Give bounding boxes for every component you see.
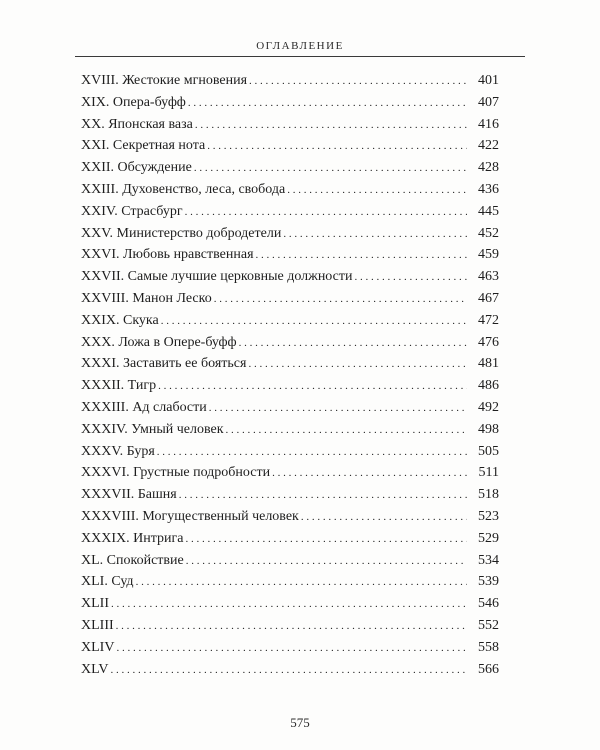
toc-dot-leader (248, 354, 467, 376)
toc-entry-title: XXXVII. Башня (81, 487, 177, 503)
toc-entry-page: 486 (478, 378, 499, 394)
toc-dot-leader (158, 376, 467, 398)
toc-entry-page: 534 (478, 552, 499, 568)
toc-entry-page: 481 (478, 356, 499, 372)
toc-entry-page: 463 (478, 269, 499, 285)
toc-entry-title: XLI. Суд (81, 574, 134, 590)
toc-entry-page: 492 (478, 399, 499, 415)
toc-entry (81, 550, 499, 572)
toc-dot-leader (185, 529, 467, 551)
toc-entry-page: 467 (478, 290, 499, 306)
toc-entry (81, 375, 499, 397)
toc-entry-title: XIX. Опера-буфф (81, 94, 186, 110)
toc-dot-leader (157, 442, 467, 464)
toc-entry-title: XXXIX. Интрига (81, 530, 184, 546)
toc-entry-title: XLIII (81, 617, 114, 633)
toc-entry (81, 135, 499, 157)
toc-entry (81, 462, 499, 484)
toc-entry (81, 353, 499, 375)
toc-dot-leader (226, 420, 467, 442)
toc-entry-page: 523 (478, 508, 499, 524)
toc-dot-leader (239, 333, 467, 355)
toc-entry (81, 310, 499, 332)
toc-dot-leader (116, 616, 467, 638)
toc-entry-page: 452 (478, 225, 499, 241)
toc-entry (81, 615, 499, 637)
toc-entry (81, 332, 499, 354)
toc-entry-title: XX. Японская ваза (81, 116, 193, 132)
toc-dot-leader (301, 507, 467, 529)
toc-entry-title: XXXVIII. Могущественный человек (81, 508, 299, 524)
toc-entry (81, 659, 499, 681)
header-rule (75, 56, 525, 57)
toc-entry-title: XXXIV. Умный человек (81, 421, 224, 437)
toc-entry-page: 505 (478, 443, 499, 459)
toc-entry-title: XXV. Министерство добродетели (81, 225, 282, 241)
toc-entry-title: XXX. Ложа в Опере-буфф (81, 334, 237, 350)
toc-dot-leader (111, 594, 467, 616)
toc-dot-leader (179, 485, 467, 507)
toc-entry-page: 436 (478, 181, 499, 197)
toc-entry (81, 114, 499, 136)
toc-entry (81, 223, 499, 245)
toc-entry-page: 539 (478, 574, 499, 590)
toc-entry-page: 529 (478, 530, 499, 546)
toc-entry-title: XXXIII. Ад слабости (81, 399, 207, 415)
toc-entry-title: XXVI. Любовь нравственная (81, 247, 254, 263)
toc-entry-title: XXXI. Заставить ее бояться (81, 356, 247, 372)
toc-dot-leader (185, 202, 467, 224)
toc-entry (81, 506, 499, 528)
toc-entry (81, 179, 499, 201)
toc-entry (81, 419, 499, 441)
toc-entry-title: XVIII. Жестокие мгновения (81, 73, 248, 88)
toc-entry-page: 472 (478, 312, 499, 328)
toc-entry-page: 428 (478, 160, 499, 176)
toc-dot-leader (287, 180, 467, 202)
toc-entry (81, 593, 499, 615)
toc-dot-leader (194, 158, 467, 180)
toc-entry-page: 401 (478, 73, 499, 88)
toc-entry-title: XLIV (81, 639, 115, 655)
toc-entry-page: 511 (478, 465, 499, 481)
toc-entry-title: XXI. Секретная нота (81, 138, 206, 154)
toc-dot-leader (195, 115, 467, 137)
toc-entry (81, 397, 499, 419)
toc-entry (81, 484, 499, 506)
toc-entry-title: XXXV. Буря (81, 443, 155, 459)
table-of-contents (81, 70, 499, 680)
page-number: 575 (290, 715, 310, 730)
toc-entry-title: XXVIII. Манон Леско (81, 290, 212, 306)
toc-dot-leader (161, 311, 467, 333)
toc-dot-leader (136, 572, 467, 594)
toc-dot-leader (272, 463, 467, 485)
toc-entry-page: 558 (478, 639, 499, 655)
toc-entry (81, 637, 499, 659)
running-head: ОГЛАВЛЕНИЕ (256, 40, 344, 52)
toc-entry-page: 416 (478, 116, 499, 132)
toc-dot-leader (207, 136, 467, 158)
toc-dot-leader (116, 638, 467, 660)
toc-entry-page: 498 (478, 421, 499, 437)
toc-entry-title: XXXII. Тигр (81, 378, 157, 394)
toc-entry (81, 157, 499, 179)
toc-entry-page: 552 (478, 617, 499, 633)
toc-entry-page: 476 (478, 334, 499, 350)
toc-entry-title: XXIV. Страсбург (81, 203, 183, 219)
toc-dot-leader (256, 245, 467, 267)
toc-entry-page: 459 (478, 247, 499, 263)
toc-entry (81, 92, 499, 114)
toc-entry (81, 201, 499, 223)
toc-entry-title: XXIII. Духовенство, леса, свобода (81, 181, 286, 197)
toc-entry (81, 266, 499, 288)
toc-dot-leader (188, 93, 467, 115)
toc-entry (81, 441, 499, 463)
toc-entry (81, 244, 499, 266)
toc-entry-page: 407 (478, 94, 499, 110)
toc-entry-page: 445 (478, 203, 499, 219)
toc-entry-page: 566 (478, 661, 499, 677)
toc-entry-title: XLV (81, 661, 109, 677)
toc-dot-leader (214, 289, 467, 311)
toc-entry-title: XLII (81, 596, 109, 612)
toc-dot-leader (209, 398, 467, 420)
toc-entry-page: 546 (478, 596, 499, 612)
toc-entry-page: 422 (478, 138, 499, 154)
toc-dot-leader (283, 224, 467, 246)
toc-entry-title: XXIX. Скука (81, 312, 159, 328)
toc-entry (81, 288, 499, 310)
toc-entry (81, 70, 499, 92)
toc-entry-title: XXXVI. Грустные подробности (81, 465, 271, 481)
toc-dot-leader (354, 267, 467, 289)
toc-entry-page: 518 (478, 487, 499, 503)
toc-entry (81, 571, 499, 593)
toc-entry (81, 528, 499, 550)
toc-entry-title: XXII. Обсуждение (81, 160, 192, 176)
toc-dot-leader (249, 71, 467, 93)
toc-entry-title: XXVII. Самые лучшие церковные должности (81, 269, 353, 285)
toc-dot-leader (186, 551, 467, 573)
toc-entry-title: XL. Спокойствие (81, 552, 184, 568)
toc-dot-leader (111, 660, 468, 682)
